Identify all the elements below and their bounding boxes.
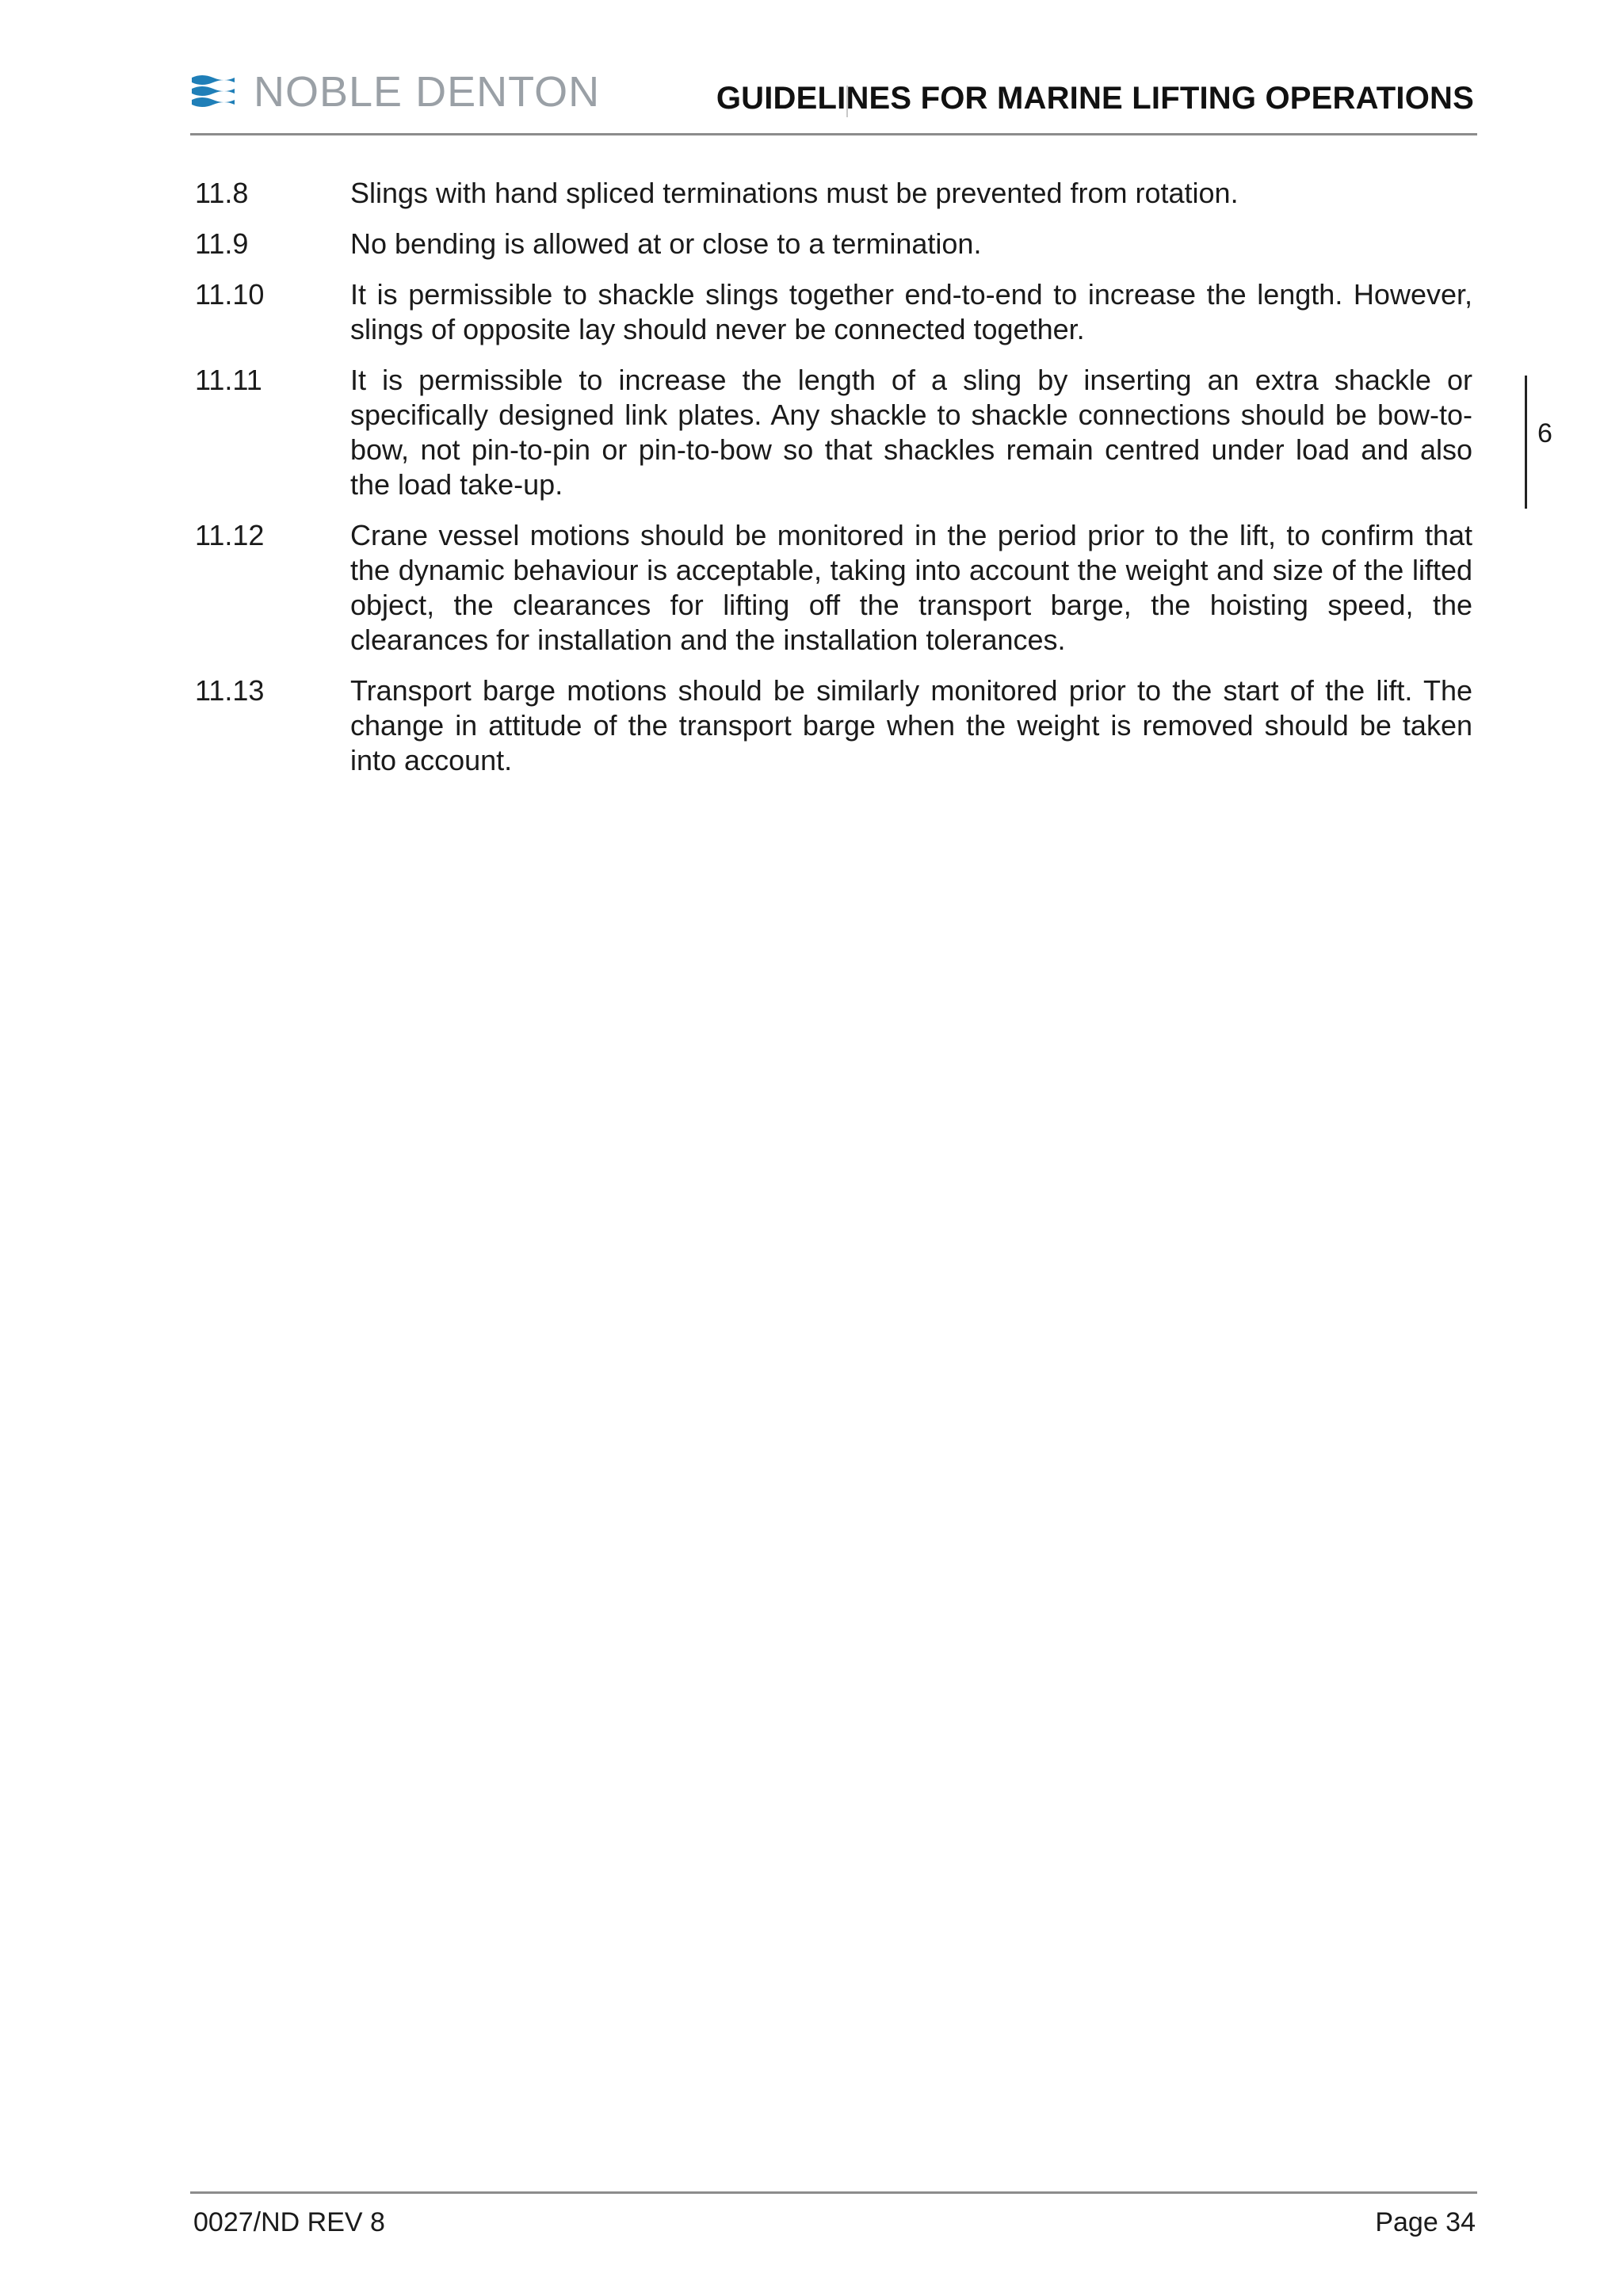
clause-text: It is permissible to shackle slings together end-to-end to increase the length. However, slings of opposite lay should never be connected together. (350, 278, 1472, 345)
clause-text: Transport barge motions should be similarly monitored prior to the start of the lift. The change in attitude of the transport barge when the weight is removed should be taken into account. (350, 674, 1472, 776)
header-rule (190, 133, 1477, 135)
clause-number: 11.13 (195, 674, 265, 707)
clause-11-11 (195, 363, 1472, 502)
clause-text: Slings with hand spliced terminations must be prevented from rotation. (350, 177, 1239, 209)
clause-11-8 (195, 176, 1472, 211)
page-number: Page 34 (1375, 2207, 1476, 2237)
clause-11-9 (195, 227, 1472, 261)
clause-11-13 (195, 673, 1472, 778)
clause-number: 11.10 (195, 278, 265, 311)
footer-rule (190, 2191, 1477, 2194)
revision-marker: 6 (1537, 418, 1552, 448)
clause-list (195, 176, 1472, 794)
document-reference: 0027/ND REV 8 (193, 2207, 385, 2237)
clause-text: No bending is allowed at or close to a termination. (350, 227, 982, 260)
logo-text: NOBLE DENTON (254, 68, 601, 116)
clause-number: 11.11 (195, 364, 262, 396)
company-logo (190, 68, 600, 116)
clause-number: 11.12 (195, 519, 265, 551)
document-title: GUIDELINES FOR MARINE LIFTING OPERATIONS (716, 81, 1474, 116)
clause-text: It is permissible to increase the length of a sling by inserting an extra shackle or specifically designed link plates. Any shackle to shackle connections should be bow-to-bow, not pin-to-pin or pin-to-bow so that shackles remain centred under load and also the load take-up. (350, 364, 1472, 501)
clause-number: 11.9 (195, 227, 249, 260)
clause-11-12 (195, 518, 1472, 658)
clause-text: Crane vessel motions should be monitored in the period prior to the lift, to confirm that the dynamic behaviour is acceptable, taking into account the weight and size of the lifted object, the clearances for lifting off the transport barge, the hoisting speed, the clearances for installation and the installation tolerances. (350, 519, 1472, 656)
page-header (190, 63, 1474, 135)
clause-number: 11.8 (195, 177, 249, 209)
wave-stripes-logo-icon (190, 71, 236, 113)
revision-bar (1525, 376, 1527, 509)
clause-11-10 (195, 277, 1472, 347)
